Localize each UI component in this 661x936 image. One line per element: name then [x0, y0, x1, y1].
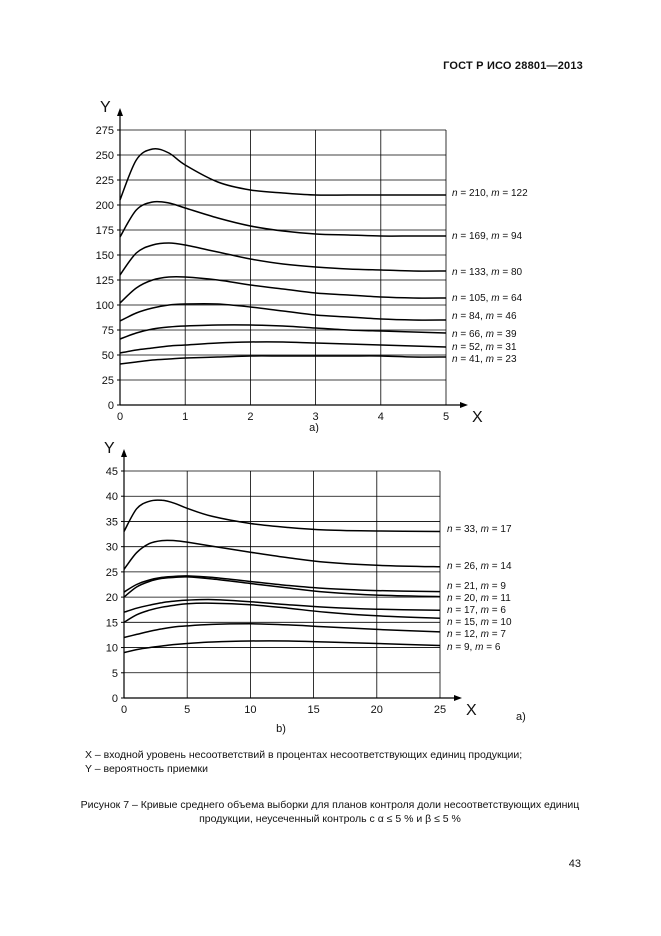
chart-b — [0, 432, 661, 737]
chart-b-series-label-5: n = 15, m = 10 — [447, 617, 512, 628]
axis-legend — [85, 748, 522, 776]
chart-a-y-tick-label: 175 — [95, 225, 114, 237]
chart-a-y-tick-label: 275 — [95, 125, 114, 137]
chart-a-y-tick-label: 150 — [95, 250, 114, 262]
chart-b-y-tick-label: 30 — [105, 541, 118, 554]
chart-a-series-line-2 — [120, 243, 446, 275]
chart-b-y-tick-label: 0 — [111, 693, 118, 705]
chart-a-series-line-5 — [120, 325, 446, 339]
page-number: 43 — [568, 858, 581, 870]
chart-a-series-line-1 — [120, 201, 446, 237]
chart-a-series-label-6: n = 52, m = 31 — [452, 342, 517, 353]
caption-line-1: Рисунок 7 – Кривые среднего объема выборки для планов контроля доли несоответствующих единиц — [80, 799, 580, 811]
chart-b-y-tick-label: 40 — [105, 491, 118, 504]
figure-caption — [40, 798, 620, 826]
chart-b-y-tick-label: 45 — [105, 466, 118, 478]
chart-b-series-line-3 — [124, 577, 440, 597]
chart-b-x-axis-arrow — [454, 695, 462, 701]
chart-a-y-tick-label: 75 — [101, 325, 114, 337]
chart-b-series-line-5 — [124, 603, 440, 622]
chart-a-x-tick-label: 0 — [116, 411, 124, 423]
chart-b-series-line-1 — [124, 540, 440, 569]
legend-y-description: Y – вероятность приемки — [85, 763, 208, 775]
chart-b-series-line-0 — [124, 500, 440, 531]
chart-a-y-axis-arrow — [117, 108, 123, 116]
chart-a-x-tick-label: 5 — [442, 411, 450, 423]
document-header: ГОСТ Р ИСО 28801—2013 — [443, 60, 583, 72]
chart-a-x-axis-arrow — [460, 402, 468, 408]
chart-b-x-tick-label: 15 — [307, 704, 320, 716]
chart-a-series-line-7 — [120, 356, 446, 364]
chart-b-y-tick-label: 25 — [105, 566, 118, 579]
chart-a-series-label-0: n = 210, m = 122 — [452, 188, 528, 199]
chart-b-y-tick-label: 35 — [105, 516, 118, 529]
chart-a-y-tick-label: 200 — [95, 200, 114, 212]
chart-a-series-label-4: n = 84, m = 46 — [452, 311, 517, 322]
chart-b-y-tick-label: 20 — [105, 592, 118, 605]
chart-a-y-tick-label: 125 — [95, 275, 114, 287]
chart-b-y-axis-title: Y — [104, 440, 115, 457]
chart-a-series-label-1: n = 169, m = 94 — [452, 231, 523, 242]
chart-b-x-axis-title: X — [466, 702, 477, 719]
chart-a-series-label-7: n = 41, m = 23 — [452, 354, 517, 365]
chart-b-panel-label: b) — [276, 723, 286, 735]
chart-a — [0, 88, 661, 433]
chart-b-series-label-7: n = 9, m = 6 — [447, 642, 501, 653]
chart-b-panel-label-side: a) — [516, 711, 526, 723]
chart-b-series-line-6 — [124, 624, 440, 638]
chart-b-x-tick-label: 10 — [244, 704, 257, 716]
chart-a-series-line-4 — [120, 304, 446, 321]
chart-a-y-tick-label: 225 — [95, 175, 114, 187]
chart-b-y-tick-label: 10 — [105, 642, 118, 655]
chart-a-series-line-3 — [120, 277, 446, 303]
chart-a-series-line-0 — [120, 149, 446, 200]
chart-b-x-tick-label: 25 — [433, 704, 447, 716]
chart-a-panel-label: a) — [309, 422, 319, 433]
legend-x-description: X – входной уровень несоответствий в процентах несоответствующих единиц продукции; — [85, 749, 523, 761]
chart-a-y-tick-label: 50 — [101, 350, 114, 362]
chart-a-x-axis-title: X — [472, 409, 483, 426]
chart-a-series-label-3: n = 105, m = 64 — [452, 293, 523, 304]
chart-a-series-label-2: n = 133, m = 80 — [452, 267, 523, 278]
chart-b-y-tick-label: 15 — [105, 617, 118, 630]
chart-b-series-label-3: n = 20, m = 11 — [447, 593, 511, 604]
chart-b-series-label-1: n = 26, m = 14 — [447, 561, 512, 572]
chart-b-y-tick-label: 5 — [111, 667, 118, 680]
chart-a-x-tick-label: 4 — [377, 411, 384, 423]
chart-a-series-line-6 — [120, 342, 446, 353]
chart-a-y-tick-label: 0 — [107, 400, 114, 412]
chart-a-x-tick-label: 2 — [247, 411, 254, 423]
chart-a-x-tick-label: 3 — [312, 411, 319, 423]
chart-b-series-label-2: n = 21, m = 9 — [447, 581, 506, 592]
chart-b-y-axis-arrow — [121, 449, 127, 457]
chart-a-y-tick-label: 250 — [95, 150, 114, 162]
chart-a-x-tick-label: 1 — [182, 411, 189, 423]
chart-b-x-tick-label: 5 — [184, 704, 191, 716]
caption-line-2: продукции, неусеченный контроль с α ≤ 5 % и β ≤ 5 % — [199, 813, 461, 825]
chart-b-series-label-4: n = 17, m = 6 — [447, 605, 506, 616]
chart-b-x-tick-label: 20 — [370, 704, 383, 716]
chart-a-y-tick-label: 100 — [95, 300, 114, 312]
chart-b-x-tick-label: 0 — [120, 704, 128, 716]
chart-a-y-tick-label: 25 — [101, 375, 114, 387]
chart-a-series-label-5: n = 66, m = 39 — [452, 329, 517, 340]
chart-b-series-label-0: n = 33, m = 17 — [447, 524, 512, 535]
chart-b-series-line-7 — [124, 641, 440, 653]
chart-a-grid — [120, 130, 446, 405]
chart-b-series-label-6: n = 12, m = 7 — [447, 629, 506, 640]
chart-a-y-axis-title: Y — [100, 99, 111, 116]
